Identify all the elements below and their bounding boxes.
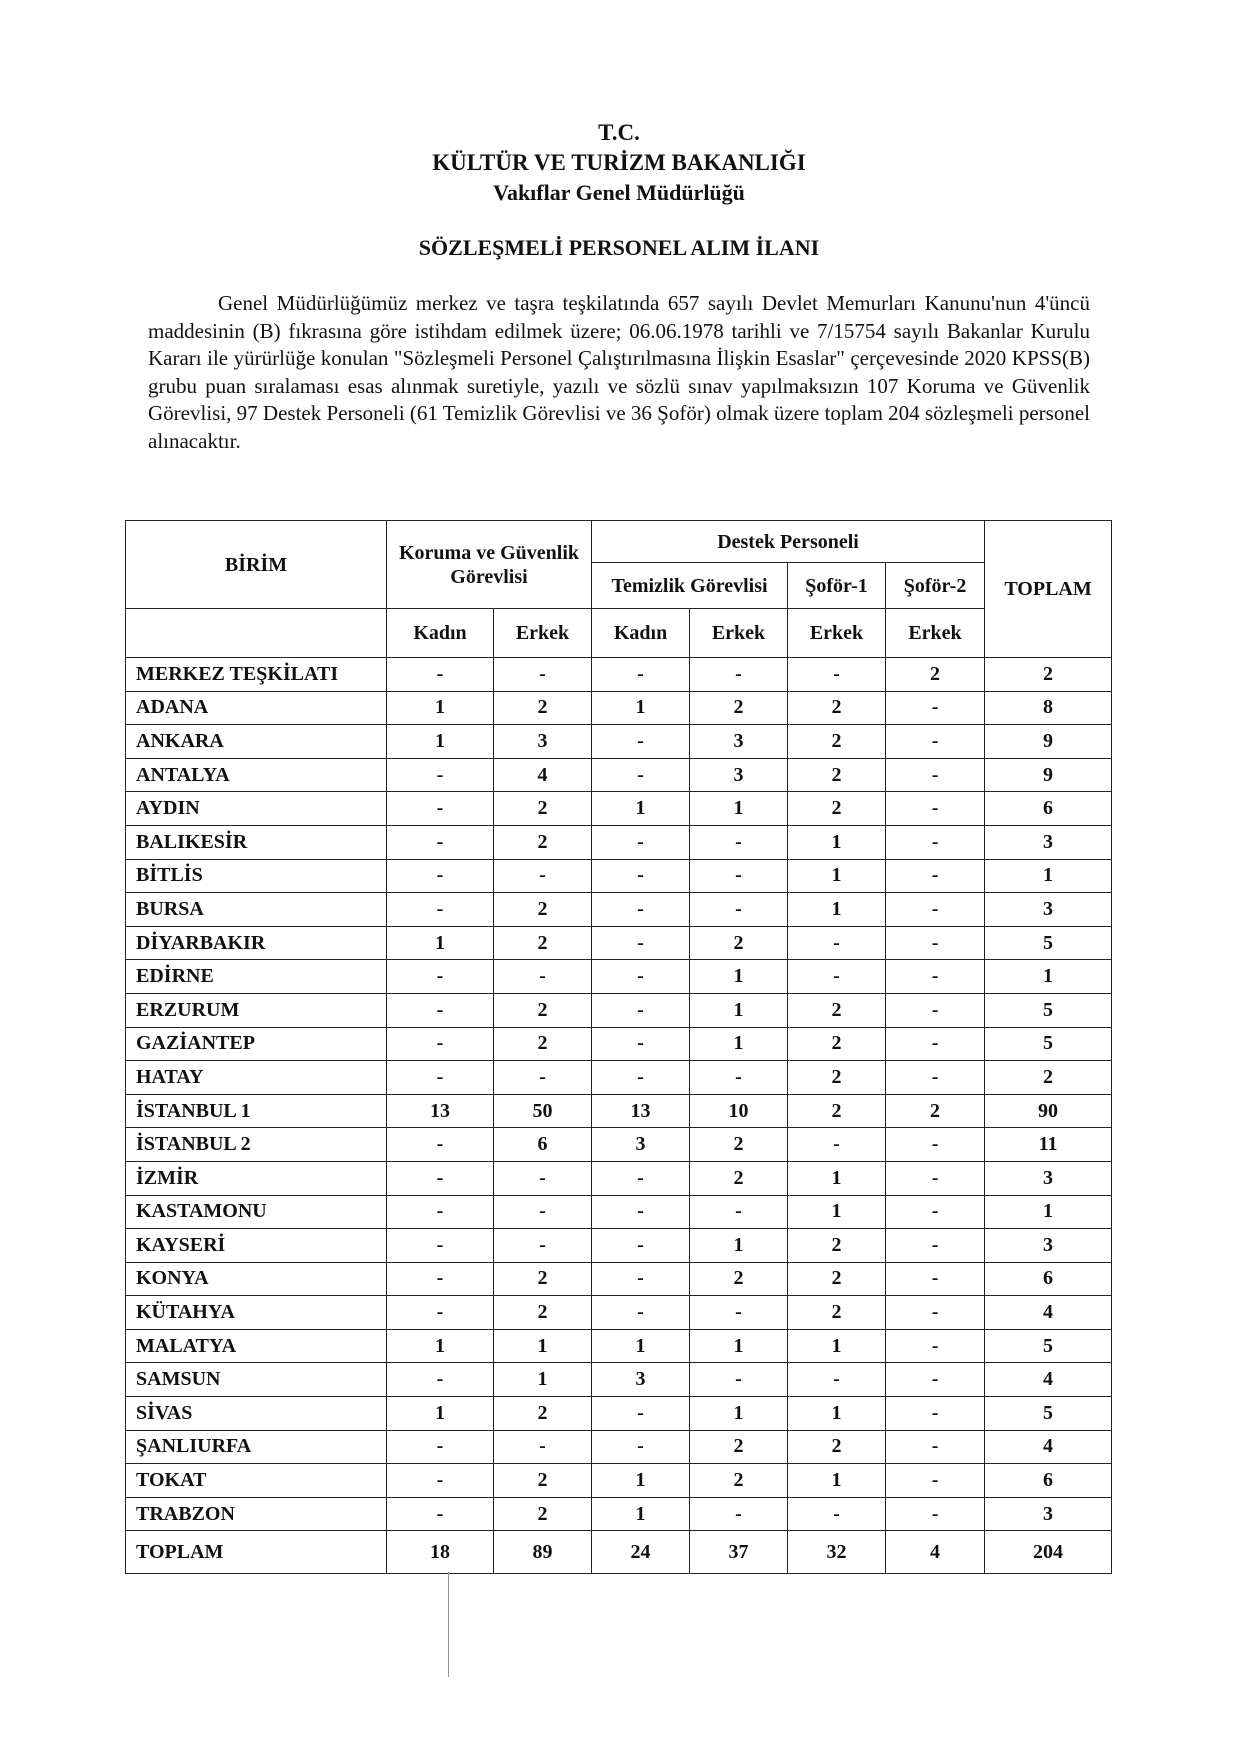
cell-cl-f: - <box>592 1061 690 1095</box>
cell-cl-m: 2 <box>690 926 788 960</box>
cell-cl-m: - <box>690 1195 788 1229</box>
cell-sec-m: - <box>494 1061 592 1095</box>
cell-d2-m: - <box>886 1229 985 1263</box>
cell-cl-f: - <box>592 758 690 792</box>
cell-cl-m: - <box>690 859 788 893</box>
cell-sec-f: - <box>387 825 494 859</box>
cell-cl-f: 3 <box>592 1363 690 1397</box>
header-security: Koruma ve Güvenlik Görevlisi <box>387 521 592 609</box>
cell-total: 90 <box>985 1094 1112 1128</box>
cell-unit: SİVAS <box>126 1397 387 1431</box>
table-row <box>126 658 1112 692</box>
header-d1-male: Erkek <box>788 609 886 658</box>
cell-total: 6 <box>985 792 1112 826</box>
header-department: Vakıflar Genel Müdürlüğü <box>493 180 745 205</box>
cell-cl-m: 2 <box>690 1128 788 1162</box>
cell-unit: ANTALYA <box>126 758 387 792</box>
cell-d1-m: 32 <box>788 1531 886 1574</box>
cell-d2-m: - <box>886 825 985 859</box>
cell-unit: SAMSUN <box>126 1363 387 1397</box>
header-driver1: Şoför-1 <box>788 563 886 609</box>
cell-cl-m: - <box>690 893 788 927</box>
cell-cl-f: 1 <box>592 1464 690 1498</box>
cell-cl-m: 3 <box>690 758 788 792</box>
header-driver2: Şoför-2 <box>886 563 985 609</box>
cell-unit: İSTANBUL 1 <box>126 1094 387 1128</box>
cell-cl-f: 24 <box>592 1531 690 1574</box>
table-row <box>126 1497 1112 1531</box>
cell-cl-f: - <box>592 725 690 759</box>
header-sec-male: Erkek <box>494 609 592 658</box>
cell-cl-f: 1 <box>592 1329 690 1363</box>
cell-cl-f: - <box>592 1262 690 1296</box>
cell-cl-f: - <box>592 825 690 859</box>
cell-d2-m: - <box>886 1296 985 1330</box>
table-row <box>126 758 1112 792</box>
cell-total: 3 <box>985 1161 1112 1195</box>
cell-sec-m: 1 <box>494 1329 592 1363</box>
cell-d1-m: 1 <box>788 825 886 859</box>
header-support: Destek Personeli <box>592 521 985 563</box>
table-row <box>126 1397 1112 1431</box>
cell-cl-m: - <box>690 1363 788 1397</box>
cell-sec-m: 2 <box>494 1027 592 1061</box>
cell-unit: KONYA <box>126 1262 387 1296</box>
header-total: TOPLAM <box>985 521 1112 658</box>
cell-sec-f: - <box>387 960 494 994</box>
cell-cl-f: 1 <box>592 1497 690 1531</box>
document-title: SÖZLEŞMELİ PERSONEL ALIM İLANI <box>418 235 820 260</box>
cell-sec-f: - <box>387 1296 494 1330</box>
header-ministry: KÜLTÜR VE TURİZM BAKANLIĞI <box>432 150 806 175</box>
cell-sec-m: 1 <box>494 1363 592 1397</box>
header-d2-male: Erkek <box>886 609 985 658</box>
cell-cl-f: 1 <box>592 691 690 725</box>
cell-d2-m: - <box>886 1195 985 1229</box>
cell-d1-m: 2 <box>788 1430 886 1464</box>
cell-d2-m: - <box>886 1464 985 1498</box>
table-row <box>126 1296 1112 1330</box>
cell-unit: MALATYA <box>126 1329 387 1363</box>
cell-cl-m: 1 <box>690 960 788 994</box>
cell-sec-f: 1 <box>387 691 494 725</box>
cell-d1-m: 2 <box>788 725 886 759</box>
table-row <box>126 926 1112 960</box>
cell-total: 1 <box>985 1195 1112 1229</box>
cell-cl-f: - <box>592 859 690 893</box>
cell-sec-m: 89 <box>494 1531 592 1574</box>
cell-sec-m: 2 <box>494 1296 592 1330</box>
cell-d2-m: - <box>886 960 985 994</box>
header-cl-female: Kadın <box>592 609 690 658</box>
cell-d2-m: - <box>886 792 985 826</box>
scan-artifact-line <box>448 1572 449 1677</box>
cell-sec-f: - <box>387 792 494 826</box>
cell-d1-m: 2 <box>788 1094 886 1128</box>
cell-d1-m: - <box>788 658 886 692</box>
cell-total: 5 <box>985 1329 1112 1363</box>
cell-d1-m: 1 <box>788 1195 886 1229</box>
cell-unit: DİYARBAKIR <box>126 926 387 960</box>
cell-d2-m: - <box>886 1329 985 1363</box>
cell-total: 3 <box>985 893 1112 927</box>
cell-sec-f: - <box>387 993 494 1027</box>
cell-sec-f: 18 <box>387 1531 494 1574</box>
cell-sec-m: 6 <box>494 1128 592 1162</box>
cell-cl-m: 1 <box>690 1397 788 1431</box>
table-row <box>126 1329 1112 1363</box>
table-row <box>126 825 1112 859</box>
cell-d2-m: - <box>886 1161 985 1195</box>
cell-d1-m: 2 <box>788 1296 886 1330</box>
cell-cl-f: - <box>592 1397 690 1431</box>
table-row <box>126 691 1112 725</box>
cell-sec-f: - <box>387 1061 494 1095</box>
cell-sec-f: - <box>387 1229 494 1263</box>
cell-sec-f: - <box>387 859 494 893</box>
cell-cl-m: 2 <box>690 1464 788 1498</box>
cell-cl-m: 1 <box>690 1229 788 1263</box>
cell-d2-m: - <box>886 1397 985 1431</box>
table-row <box>126 1161 1112 1195</box>
cell-cl-m: 1 <box>690 1027 788 1061</box>
cell-d2-m: - <box>886 926 985 960</box>
cell-total: 5 <box>985 926 1112 960</box>
cell-d2-m: - <box>886 1497 985 1531</box>
header-cleaning: Temizlik Görevlisi <box>592 563 788 609</box>
cell-sec-m: 2 <box>494 1397 592 1431</box>
cell-d2-m: - <box>886 1061 985 1095</box>
cell-unit: BALIKESİR <box>126 825 387 859</box>
cell-total: 3 <box>985 825 1112 859</box>
cell-cl-f: - <box>592 1161 690 1195</box>
cell-sec-m: - <box>494 859 592 893</box>
cell-unit: GAZİANTEP <box>126 1027 387 1061</box>
cell-sec-f: 1 <box>387 1397 494 1431</box>
table-row <box>126 1128 1112 1162</box>
cell-sec-m: 2 <box>494 926 592 960</box>
cell-cl-f: 3 <box>592 1128 690 1162</box>
cell-total: 2 <box>985 1061 1112 1095</box>
cell-total: 6 <box>985 1464 1112 1498</box>
cell-d2-m: - <box>886 1363 985 1397</box>
staff-table <box>125 520 1112 1574</box>
cell-unit: İSTANBUL 2 <box>126 1128 387 1162</box>
cell-sec-f: - <box>387 1027 494 1061</box>
cell-cl-f: - <box>592 1296 690 1330</box>
cell-d1-m: 2 <box>788 1027 886 1061</box>
cell-d2-m: 2 <box>886 658 985 692</box>
cell-unit: MERKEZ TEŞKİLATI <box>126 658 387 692</box>
cell-sec-m: 2 <box>494 691 592 725</box>
cell-sec-m: 3 <box>494 725 592 759</box>
cell-sec-m: - <box>494 658 592 692</box>
table-row <box>126 1229 1112 1263</box>
cell-cl-m: 2 <box>690 1262 788 1296</box>
header-cl-male: Erkek <box>690 609 788 658</box>
table-row <box>126 1061 1112 1095</box>
intro-paragraph <box>148 290 1090 455</box>
cell-cl-m: - <box>690 1296 788 1330</box>
cell-sec-m: - <box>494 1430 592 1464</box>
cell-d2-m: - <box>886 859 985 893</box>
table-row <box>126 1464 1112 1498</box>
cell-sec-f: 1 <box>387 725 494 759</box>
cell-cl-m: - <box>690 825 788 859</box>
cell-sec-m: - <box>494 1195 592 1229</box>
cell-cl-m: 10 <box>690 1094 788 1128</box>
table-row <box>126 1430 1112 1464</box>
cell-sec-m: 2 <box>494 1464 592 1498</box>
cell-cl-m: 3 <box>690 725 788 759</box>
header-tc: T.C. <box>598 120 640 145</box>
cell-sec-m: 2 <box>494 792 592 826</box>
cell-total: 1 <box>985 960 1112 994</box>
cell-d1-m: 2 <box>788 1061 886 1095</box>
cell-unit: İZMİR <box>126 1161 387 1195</box>
cell-d1-m: 2 <box>788 993 886 1027</box>
cell-d1-m: 1 <box>788 1464 886 1498</box>
cell-d2-m: - <box>886 691 985 725</box>
cell-total: 2 <box>985 658 1112 692</box>
cell-cl-f: - <box>592 1027 690 1061</box>
table-row <box>126 1195 1112 1229</box>
cell-d1-m: 1 <box>788 1397 886 1431</box>
cell-total: 5 <box>985 1397 1112 1431</box>
header-unit: BİRİM <box>126 521 387 609</box>
cell-cl-f: 13 <box>592 1094 690 1128</box>
cell-unit: EDİRNE <box>126 960 387 994</box>
cell-unit: TRABZON <box>126 1497 387 1531</box>
cell-d2-m: - <box>886 1027 985 1061</box>
cell-unit: ŞANLIURFA <box>126 1430 387 1464</box>
cell-sec-f: - <box>387 658 494 692</box>
cell-cl-m: 1 <box>690 1329 788 1363</box>
table-body <box>126 658 1112 1574</box>
cell-unit: TOKAT <box>126 1464 387 1498</box>
cell-sec-f: - <box>387 1497 494 1531</box>
cell-d2-m: - <box>886 1430 985 1464</box>
cell-unit: BURSA <box>126 893 387 927</box>
cell-cl-f: - <box>592 993 690 1027</box>
table-row <box>126 960 1112 994</box>
cell-total: 4 <box>985 1363 1112 1397</box>
cell-d2-m: - <box>886 758 985 792</box>
table-row <box>126 993 1112 1027</box>
cell-total: 3 <box>985 1229 1112 1263</box>
table-row <box>126 1094 1112 1128</box>
cell-cl-f: - <box>592 893 690 927</box>
cell-d1-m: 1 <box>788 1329 886 1363</box>
cell-total: 4 <box>985 1430 1112 1464</box>
cell-d2-m: - <box>886 1128 985 1162</box>
table-row <box>126 792 1112 826</box>
cell-sec-f: - <box>387 758 494 792</box>
cell-unit: KAYSERİ <box>126 1229 387 1263</box>
cell-sec-f: 1 <box>387 1329 494 1363</box>
cell-d2-m: - <box>886 1262 985 1296</box>
cell-unit: ANKARA <box>126 725 387 759</box>
header-unit-spacer <box>126 609 387 658</box>
cell-sec-f: - <box>387 1430 494 1464</box>
cell-unit: HATAY <box>126 1061 387 1095</box>
table-row <box>126 1262 1112 1296</box>
cell-cl-m: 2 <box>690 691 788 725</box>
cell-d2-m: - <box>886 725 985 759</box>
cell-total: 9 <box>985 758 1112 792</box>
cell-sec-m: 2 <box>494 993 592 1027</box>
cell-unit: KÜTAHYA <box>126 1296 387 1330</box>
cell-cl-m: 2 <box>690 1430 788 1464</box>
cell-d2-m: 4 <box>886 1531 985 1574</box>
cell-sec-m: - <box>494 1161 592 1195</box>
cell-d2-m: - <box>886 893 985 927</box>
cell-sec-m: 2 <box>494 893 592 927</box>
cell-total: 5 <box>985 1027 1112 1061</box>
cell-d1-m: 1 <box>788 893 886 927</box>
cell-d2-m: 2 <box>886 1094 985 1128</box>
cell-d1-m: - <box>788 1363 886 1397</box>
cell-sec-f: - <box>387 1262 494 1296</box>
cell-cl-m: 37 <box>690 1531 788 1574</box>
cell-unit: ERZURUM <box>126 993 387 1027</box>
cell-sec-m: 2 <box>494 1497 592 1531</box>
cell-unit: AYDIN <box>126 792 387 826</box>
cell-sec-f: - <box>387 1363 494 1397</box>
cell-total: 204 <box>985 1531 1112 1574</box>
table-row <box>126 1027 1112 1061</box>
cell-d1-m: 2 <box>788 1229 886 1263</box>
cell-cl-f: - <box>592 1229 690 1263</box>
cell-sec-f: - <box>387 1195 494 1229</box>
table-header <box>126 521 1112 658</box>
cell-d1-m: - <box>788 1497 886 1531</box>
cell-unit: TOPLAM <box>126 1531 387 1574</box>
cell-d1-m: 1 <box>788 1161 886 1195</box>
cell-sec-f: - <box>387 1161 494 1195</box>
cell-total: 11 <box>985 1128 1112 1162</box>
table-row <box>126 725 1112 759</box>
cell-cl-m: 2 <box>690 1161 788 1195</box>
cell-total: 5 <box>985 993 1112 1027</box>
cell-cl-m: 1 <box>690 993 788 1027</box>
table-total-row <box>126 1531 1112 1574</box>
cell-cl-f: - <box>592 926 690 960</box>
cell-d1-m: - <box>788 1128 886 1162</box>
cell-d1-m: 2 <box>788 758 886 792</box>
cell-cl-f: 1 <box>592 792 690 826</box>
cell-cl-m: - <box>690 1497 788 1531</box>
cell-sec-f: 1 <box>387 926 494 960</box>
cell-sec-m: 4 <box>494 758 592 792</box>
cell-sec-m: - <box>494 960 592 994</box>
cell-cl-m: - <box>690 658 788 692</box>
table-row <box>126 1363 1112 1397</box>
cell-total: 8 <box>985 691 1112 725</box>
table-row <box>126 859 1112 893</box>
cell-d1-m: 1 <box>788 859 886 893</box>
cell-sec-m: 2 <box>494 825 592 859</box>
cell-d1-m: - <box>788 960 886 994</box>
cell-unit: BİTLİS <box>126 859 387 893</box>
cell-total: 3 <box>985 1497 1112 1531</box>
intro-text: Genel Müdürlüğümüz merkez ve taşra teşkilatında 657 sayılı Devlet Memurları Kanunu'nun 4'üncü maddesinin (B) fıkrasına göre istihdam edilmek üzere; 06.06.1978 tarihli ve 7/15754 sayılı Bakanlar Kurulu Kararı ile yürürlüğe konulan "Sözleşmeli Personel Çalıştırılmasına İlişkin Esaslar" çerçevesinde 2020 KPSS(B) grubu puan sıralaması esas alınmak suretiyle, yazılı ve sözlü sınav yapılmaksızın 107 Koruma ve Güvenlik Görevlisi, 97 Destek Personeli (61 Temizlik Görevlisi ve 36 Şoför) olmak üzere toplam 204 sözleşmeli personel alınacaktır. <box>148 291 1090 453</box>
cell-sec-f: 13 <box>387 1094 494 1128</box>
cell-sec-f: - <box>387 1128 494 1162</box>
table-row <box>126 893 1112 927</box>
cell-total: 1 <box>985 859 1112 893</box>
cell-sec-m: 50 <box>494 1094 592 1128</box>
cell-cl-m: 1 <box>690 792 788 826</box>
cell-d2-m: - <box>886 993 985 1027</box>
header-sec-female: Kadın <box>387 609 494 658</box>
cell-total: 6 <box>985 1262 1112 1296</box>
cell-sec-m: - <box>494 1229 592 1263</box>
cell-unit: ADANA <box>126 691 387 725</box>
cell-cl-f: - <box>592 1430 690 1464</box>
cell-d1-m: 2 <box>788 792 886 826</box>
cell-total: 9 <box>985 725 1112 759</box>
cell-cl-f: - <box>592 960 690 994</box>
cell-sec-m: 2 <box>494 1262 592 1296</box>
cell-d1-m: - <box>788 926 886 960</box>
cell-total: 4 <box>985 1296 1112 1330</box>
cell-sec-f: - <box>387 893 494 927</box>
cell-cl-f: - <box>592 658 690 692</box>
cell-d1-m: 2 <box>788 691 886 725</box>
cell-sec-f: - <box>387 1464 494 1498</box>
cell-d1-m: 2 <box>788 1262 886 1296</box>
cell-unit: KASTAMONU <box>126 1195 387 1229</box>
cell-cl-f: - <box>592 1195 690 1229</box>
cell-cl-m: - <box>690 1061 788 1095</box>
